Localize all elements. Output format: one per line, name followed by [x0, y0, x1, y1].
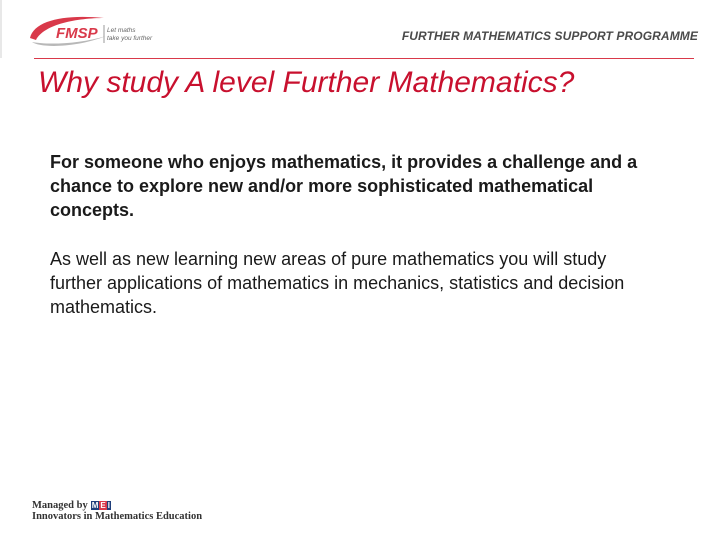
programme-title: FURTHER MATHEMATICS SUPPORT PROGRAMME — [401, 29, 698, 43]
fmsp-logo-name: FMSP — [56, 25, 98, 42]
slide-body — [50, 150, 660, 319]
header-rule — [34, 58, 694, 59]
fmsp-logo-graphic — [26, 12, 166, 52]
paragraph-1: For someone who enjoys mathematics, it provides a challenge and a chance to explore new and/or more sophisticated mathematical concepts. — [50, 152, 638, 220]
managed-by-text: Managed by — [32, 500, 88, 511]
paragraph-2: As well as new learning new areas of pure mathematics you will study further applications of mathematics in mechanics, statistics and decision mathematics. — [50, 249, 625, 317]
mei-logo-m: M — [91, 501, 99, 510]
left-edge-line — [0, 0, 2, 58]
slide-title: Why study A level Further Mathematics? — [38, 66, 575, 99]
managed-by-line — [32, 500, 232, 511]
mei-logo-e: E — [100, 501, 106, 510]
footer — [32, 500, 232, 524]
org-name: Innovators in Mathematics Education — [32, 511, 203, 522]
fmsp-tagline-2: take you further — [107, 35, 153, 42]
mei-logo — [91, 501, 111, 510]
fmsp-logo — [26, 12, 166, 52]
fmsp-tagline-1: Let maths — [107, 27, 136, 34]
mei-logo-i: I — [107, 501, 110, 510]
